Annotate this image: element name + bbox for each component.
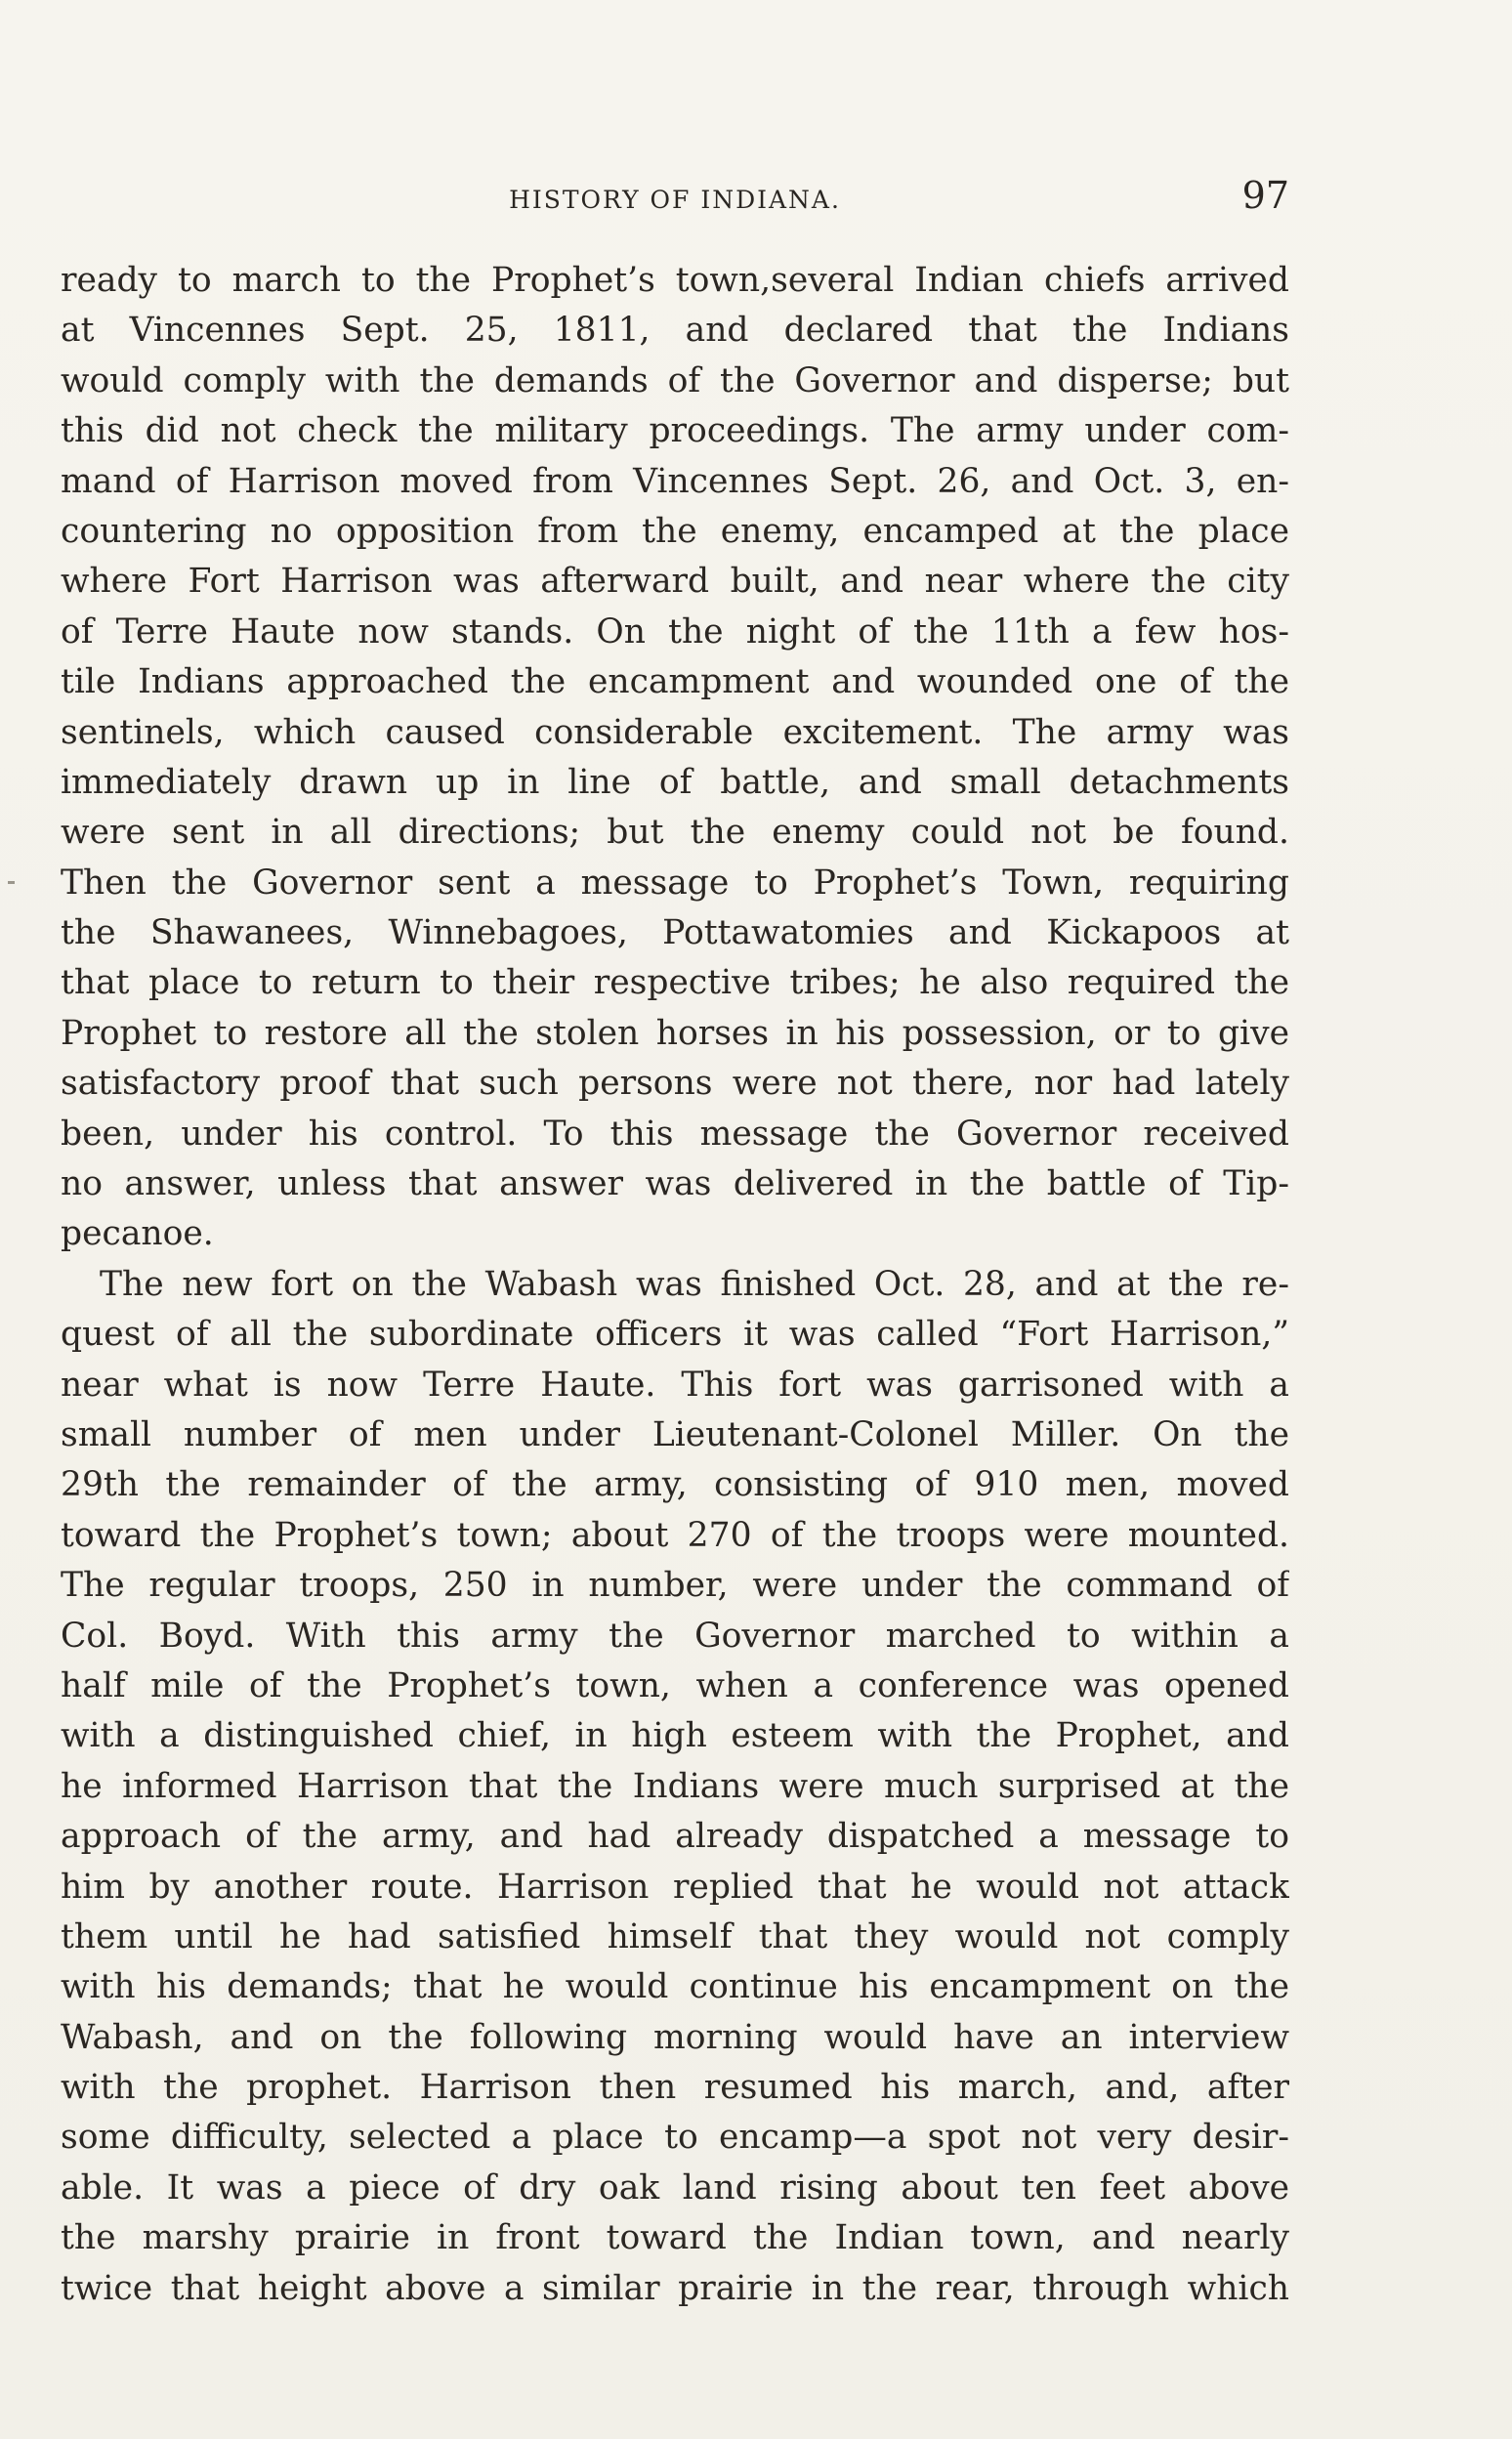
text-line: been, under his control. To this message the Governor received bbox=[61, 1114, 1289, 1154]
text-line: small number of men under Lieutenant-Colonel Miller. On the bbox=[61, 1414, 1289, 1454]
text-line-last: pecanoe. bbox=[61, 1214, 214, 1254]
text-line: ready to march to the Prophet’s town,several Indian chiefs arrived bbox=[61, 261, 1289, 300]
text-line: the Shawanees, Winnebagoes, Pottawatomies and Kickapoos at bbox=[61, 913, 1289, 953]
text-line: 29th the remainder of the army, consisting of 910 men, moved bbox=[61, 1465, 1289, 1505]
paragraph-2 bbox=[61, 1260, 1289, 2314]
text-line: them until he had satisfied himself that they would not comply bbox=[61, 1916, 1289, 1956]
text-line: able. It was a piece of dry oak land rising about ten feet above bbox=[61, 2167, 1289, 2208]
text-line: would comply with the demands of the Governor and disperse; but bbox=[61, 360, 1289, 400]
text-line: Prophet to restore all the stolen horses in his possession, or to give bbox=[61, 1013, 1289, 1053]
text-line: Then the Governor sent a message to Prophet’s Town, requiring bbox=[61, 862, 1289, 903]
text-line: mand of Harrison moved from Vincennes Sept. 26, and Oct. 3, en- bbox=[61, 461, 1289, 501]
text-line: with a distinguished chief, in high esteem with the Prophet, and bbox=[61, 1716, 1289, 1756]
text-line: tile Indians approached the encampment and wounded one of the bbox=[61, 662, 1289, 702]
text-line: countering no opposition from the enemy, encamped at the place bbox=[61, 511, 1289, 551]
text-line: the marshy prairie in front toward the Indian town, and nearly bbox=[61, 2218, 1289, 2258]
text-line: with his demands; that he would continue his encampment on the bbox=[61, 1967, 1289, 2007]
text-line: satisfactory proof that such persons were not there, nor had lately bbox=[61, 1064, 1289, 1104]
text-line: he informed Harrison that the Indians were much surprised at the bbox=[61, 1766, 1289, 1806]
text-line: half mile of the Prophet’s town, when a conference was opened bbox=[61, 1665, 1289, 1705]
text-line: were sent in all directions; but the enemy could not be found. bbox=[61, 813, 1289, 853]
text-line: twice that height above a similar prairie in the rear, through which bbox=[61, 2268, 1289, 2308]
text-line: some difficulty, selected a place to encamp—a spot not very desir- bbox=[61, 2118, 1289, 2158]
text-line: where Fort Harrison was afterward built, and near where the city bbox=[61, 562, 1289, 602]
text-line: him by another route. Harrison replied that he would not attack bbox=[61, 1867, 1289, 1907]
text-line: at Vincennes Sept. 25, 1811, and declared that the Indians bbox=[61, 311, 1289, 351]
text-line: sentinels, which caused considerable excitement. The army was bbox=[61, 712, 1289, 752]
text-line: with the prophet. Harrison then resumed his march, and, after bbox=[61, 2068, 1289, 2108]
text-line: quest of all the subordinate officers it was called “Fort Harrison,” bbox=[61, 1315, 1289, 1355]
text-line-first: The new fort on the Wabash was finished Oct. 28, and at the re- bbox=[100, 1264, 1289, 1304]
body-text bbox=[61, 256, 1289, 2314]
text-line: Col. Boyd. With this army the Governor marched to within a bbox=[61, 1616, 1289, 1656]
text-line: this did not check the military proceedings. The army under com- bbox=[61, 411, 1289, 451]
text-line: no answer, unless that answer was delivered in the battle of Tip- bbox=[61, 1164, 1289, 1204]
text-line: that place to return to their respective tribes; he also required the bbox=[61, 963, 1289, 1003]
page-header bbox=[61, 174, 1289, 225]
text-line: Wabash, and on the following morning would have an interview bbox=[61, 2017, 1289, 2057]
text-line: toward the Prophet’s town; about 270 of the troops were mounted. bbox=[61, 1515, 1289, 1555]
text-line: The regular troops, 250 in number, were under the command of bbox=[61, 1566, 1289, 1606]
page-number: 97 bbox=[1241, 174, 1289, 217]
text-line: immediately drawn up in line of battle, and small detachments bbox=[61, 762, 1289, 802]
text-line: near what is now Terre Haute. This fort was garrisoned with a bbox=[61, 1365, 1289, 1405]
paragraph-1 bbox=[61, 256, 1289, 1260]
text-line: approach of the army, and had already dispatched a message to bbox=[61, 1817, 1289, 1857]
text-line: of Terre Haute now stands. On the night of the 11th a few hos- bbox=[61, 611, 1289, 652]
running-title: HISTORY OF INDIANA. bbox=[509, 186, 841, 214]
margin-mark bbox=[8, 881, 15, 884]
